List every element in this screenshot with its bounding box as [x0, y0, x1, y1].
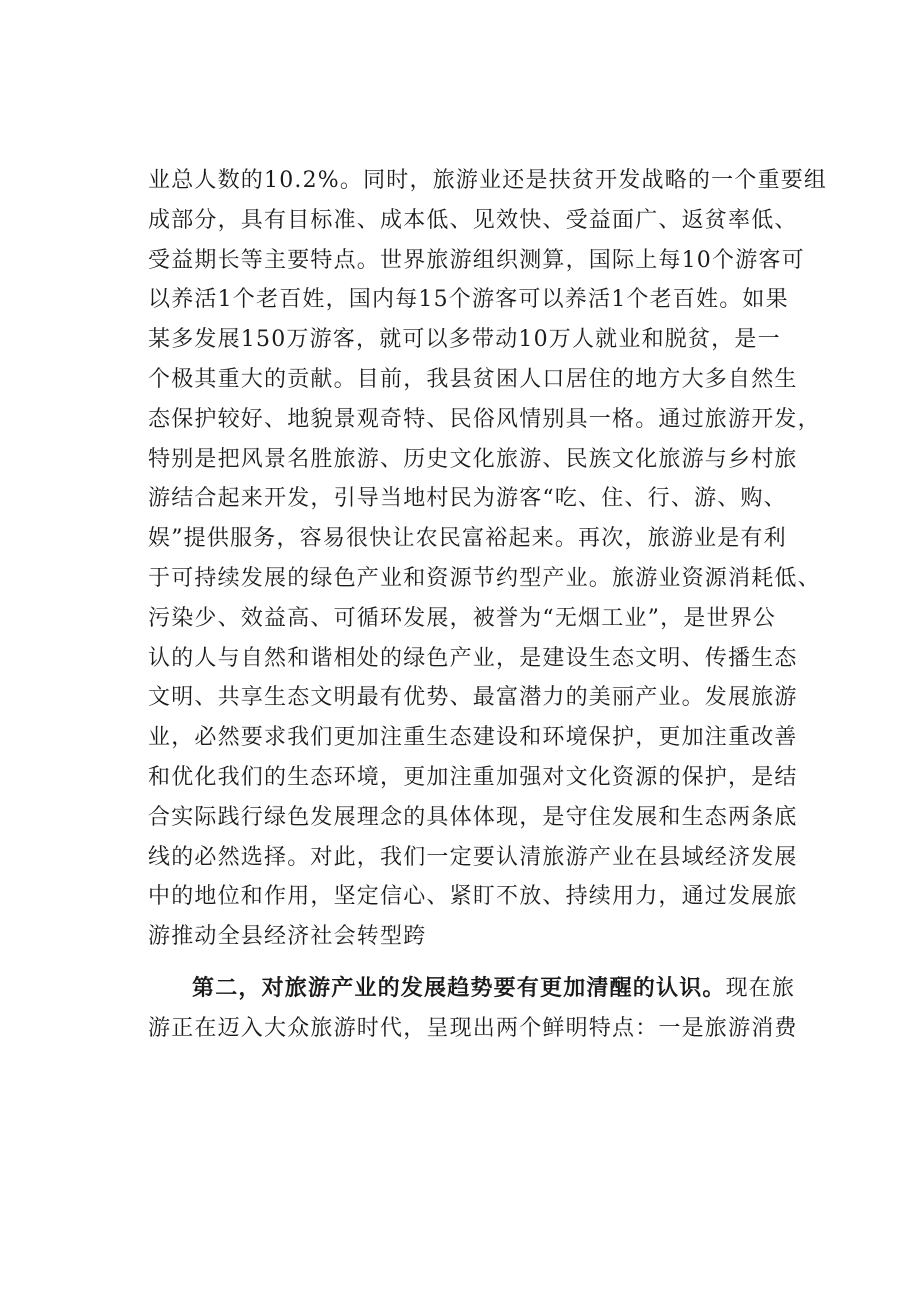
text-line: 个极其重大的贡献。目前，我县贫困人口居住的地方大多自然生 [148, 366, 798, 392]
paragraph-heading-rest: 现在旅 [725, 975, 796, 1001]
text-line: 特别是把风景名胜旅游、历史文化旅游、民族文化旅游与乡村旅 [148, 446, 798, 472]
text-line: 业，必然要求我们更加注重生态建设和环境保护，更加注重改善 [148, 725, 798, 751]
text-line: 娱”提供服务，容易很快让农民富裕起来。再次，旅游业是有利 [148, 526, 787, 552]
paragraph-heading: 第二，对旅游产业的发展趋势要有更加清醒的认识。 [192, 974, 726, 1001]
paragraph-gap [148, 957, 808, 969]
text-line-first [148, 969, 808, 1009]
text-line: 中的地位和作用，坚定信心、紧盯不放、持续用力，通过发展旅 [148, 884, 798, 910]
paragraph-1 [148, 161, 828, 957]
text-line: 和优化我们的生态环境，更加注重加强对文化资源的保护，是结 [148, 764, 798, 790]
text-line: 态保护较好、地貌景观奇特、民俗风情别具一格。通过旅游开发， [148, 406, 821, 432]
text-line: 业总人数的10.2%。同时，旅游业还是扶贫开发战略的一个重要组 [148, 168, 828, 193]
text-line: 游正在迈入大众旅游时代，呈现出两个鲜明特点：一是旅游消费 [148, 1015, 798, 1041]
text-line: 文明、共享生态文明最有优势、最富潜力的美丽产业。发展旅游 [148, 685, 798, 711]
text-line: 游推动全县经济社会转型跨 [148, 924, 427, 950]
text-line: 成部分，具有目标准、成本低、见效快、受益面广、返贫率低、 [148, 207, 798, 233]
text-line: 线的必然选择。对此，我们一定要认清旅游产业在县域经济发展 [148, 844, 798, 870]
text-line: 污染少、效益高、可循环发展，被誉为“无烟工业”，是世界公 [148, 605, 777, 631]
text-line: 合实际践行绿色发展理念的具体体现，是守住发展和生态两条底 [148, 804, 798, 830]
body-text [148, 161, 828, 1049]
text-line: 游结合起来开发，引导当地村民为游客“吃、住、行、游、购、 [148, 486, 787, 512]
text-line: 认的人与自然和谐相处的绿色产业，是建设生态文明、传播生态 [148, 645, 798, 671]
text-line: 于可持续发展的绿色产业和资源节约型产业。旅游业资源消耗低、 [148, 565, 821, 591]
text-line: 受益期长等主要特点。世界旅游组织测算，国际上每10个游客可 [148, 247, 805, 273]
text-line: 以养活1个老百姓，国内每15个游客可以养活1个老百姓。如果 [148, 287, 789, 313]
paragraph-2 [148, 969, 808, 1049]
text-line: 某多发展150万游客，就可以多带动10万人就业和脱贫，是一 [148, 327, 781, 353]
